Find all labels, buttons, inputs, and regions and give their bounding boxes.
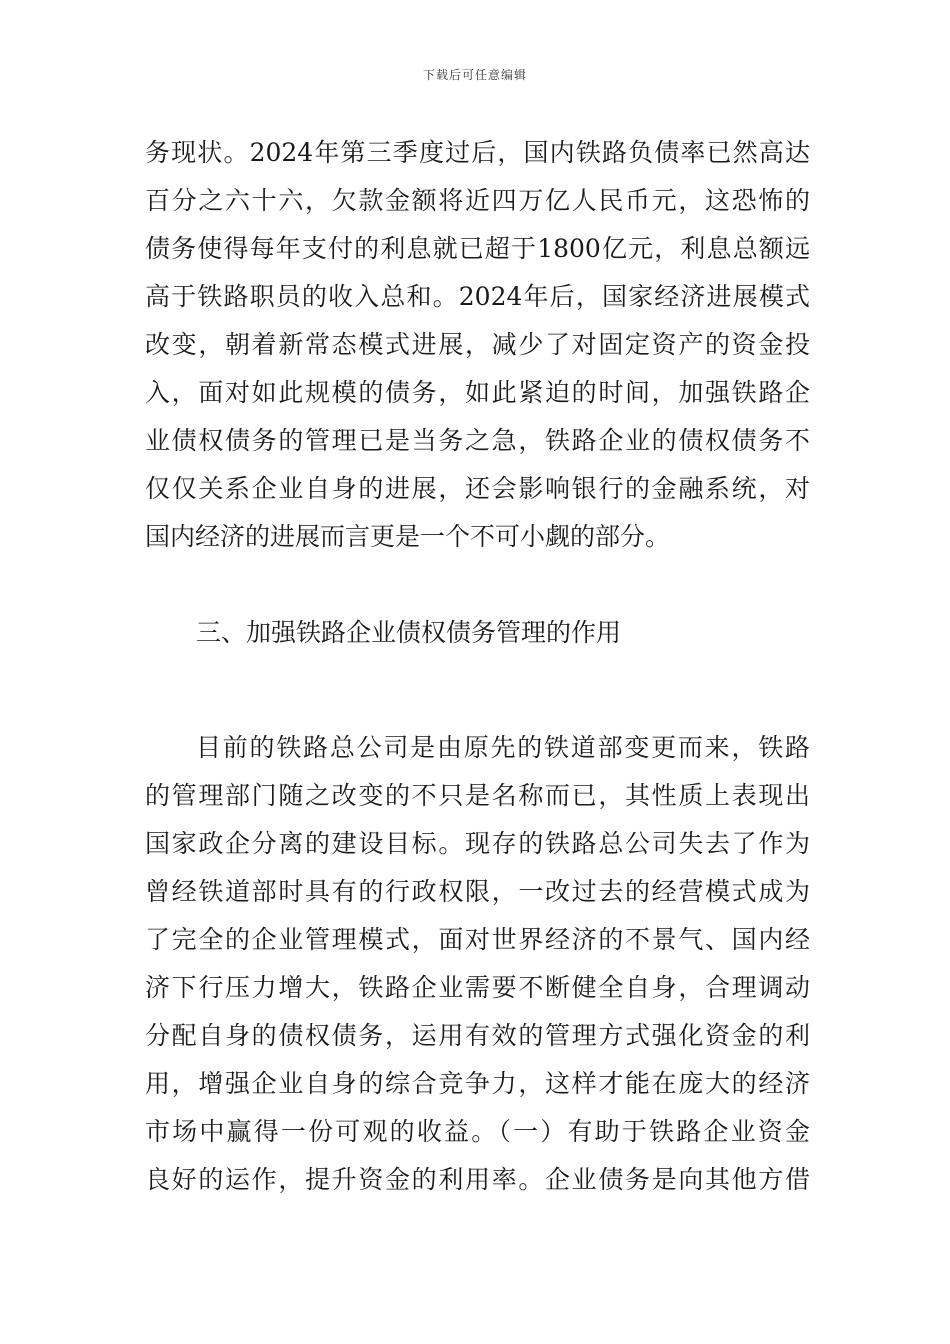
text-line: 了完全的企业管理模式，面对世界经济的不景气、国内经 [145,925,810,954]
text-line: 业债权债务的管理已是当务之急，铁路企业的债权债务不 [145,426,810,455]
text-line: 务现状。2024年第三季度过后，国内铁路负债率已然高达 [145,138,810,167]
text-line: 仅仅关系企业自身的进展，还会影响银行的金融系统，对 [145,474,810,503]
text-line: 市场中赢得一份可观的收益。（一）有助于铁路企业资金 [145,1117,810,1146]
text-line: 目前的铁路总公司是由原先的铁道部变更而来，铁路 [196,733,810,762]
text-line: 国内经济的进展而言更是一个不可小觑的部分。 [145,522,671,551]
text-line: 曾经铁道部时具有的行政权限，一改过去的经营模式成为 [145,877,810,906]
text-line: 的管理部门随之改变的不只是名称而已，其性质上表现出 [145,781,810,810]
text-line: 改变，朝着新常态模式进展，减少了对固定资产的资金投 [145,330,810,359]
text-line: 百分之六十六，欠款金额将近四万亿人民币元，这恐怖的 [145,186,810,215]
text-line: 分配自身的债权债务，运用有效的管理方式强化资金的利 [145,1021,810,1050]
text-line: 高于铁路职员的收入总和。2024年后，国家经济进展模式 [145,282,810,311]
text-line: 债务使得每年支付的利息就已超于1800亿元，利息总额远 [145,234,810,263]
page-header: 下载后可任意编辑 [422,68,527,82]
text-line: 入，面对如此规模的债务，如此紧迫的时间，加强铁路企 [145,378,810,407]
text-line: 用，增强企业自身的综合竞争力，这样才能在庞大的经济 [145,1069,810,1098]
text-line: 国家政企分离的建设目标。现存的铁路总公司失去了作为 [145,829,810,858]
text-line: 良好的运作，提升资金的利用率。企业债务是向其他方借 [145,1165,810,1194]
text-line: 济下行压力增大，铁路企业需要不断健全自身，合理调动 [145,973,810,1002]
section-heading: 三、加强铁路企业债权债务管理的作用 [196,618,622,647]
